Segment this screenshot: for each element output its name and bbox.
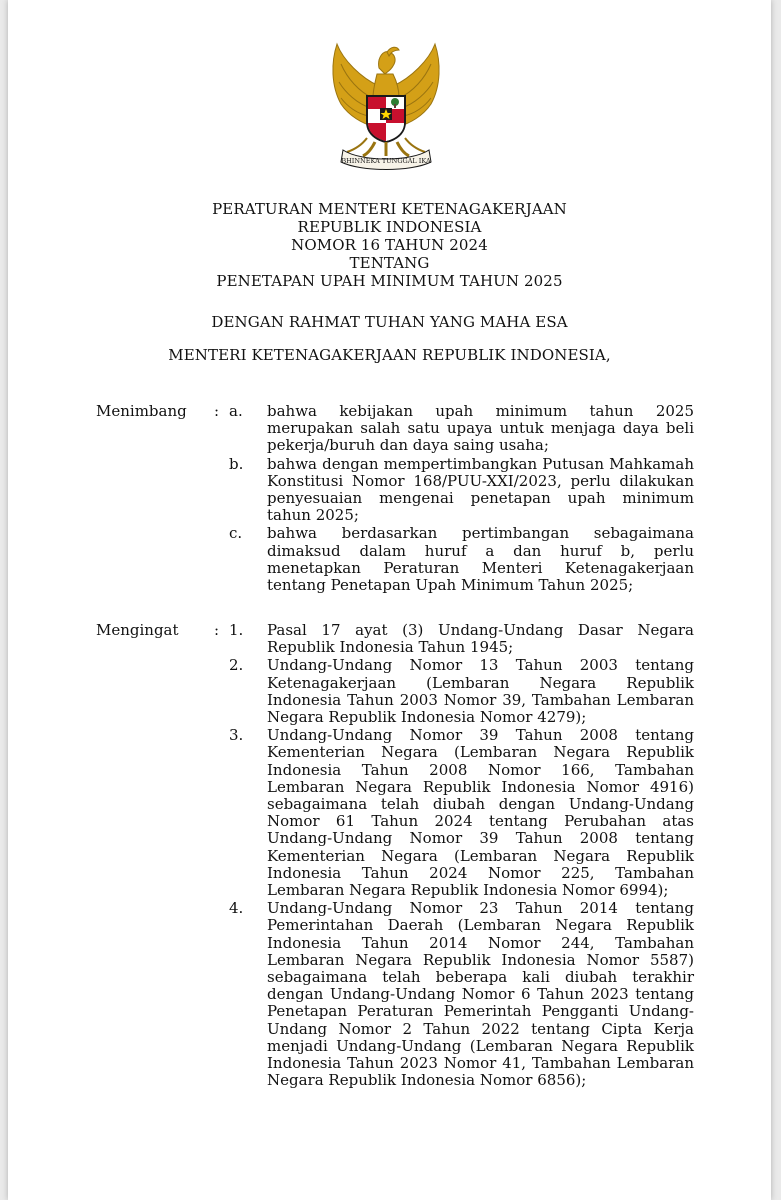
svg-text:BHINNEKA TUNGGAL IKA: BHINNEKA TUNGGAL IKA bbox=[341, 157, 431, 165]
list-item bbox=[229, 403, 694, 455]
title-line: PENETAPAN UPAH MINIMUM TAHUN 2025 bbox=[216, 272, 563, 290]
title-line: PERATURAN MENTERI KETENAGAKERJAAN bbox=[212, 200, 567, 218]
item-text: bahwa berdasarkan pertimbangan sebagaimana dimaksud dalam huruf a dan huruf b, perlu menetapkan Peraturan Menteri Ketenagakerjaan tentang Penetapan Upah Minimum Tahun 2025; bbox=[267, 524, 694, 595]
item-marker: 4. bbox=[229, 899, 244, 918]
item-text: Undang-Undang Nomor 23 Tahun 2014 tentang Pemerintahan Daerah (Lembaran Negara Republik Indonesia Tahun 2014 Nomor 244, Tambahan Lembaran Negara Republik Indonesia Nomor 5587) sebagaimana telah beberapa kali diubah terakhir dengan Undang-Undang Nomor 6 Tahun 2023 tentang Penetapan Peraturan Pemerintah Pengganti Undang-Undang Nomor 2 Tahun 2022 tentang Cipta Kerja menjadi Undang-Undang (Lembaran Negara Republik Indonesia Tahun 2023 Nomor 41, Tambahan Lembaran Negara Republik Indonesia Nomor 6856); bbox=[267, 899, 694, 1090]
section-colon: : bbox=[214, 402, 220, 420]
list-item bbox=[229, 622, 694, 656]
invocation-line: DENGAN RAHMAT TUHAN YANG MAHA ESA bbox=[211, 313, 568, 331]
menimbang-list bbox=[229, 403, 694, 595]
item-marker: a. bbox=[229, 402, 243, 420]
title-line: TENTANG bbox=[349, 254, 430, 272]
item-marker: c. bbox=[229, 524, 243, 543]
item-marker: b. bbox=[229, 454, 244, 473]
section-label: Mengingat bbox=[96, 621, 179, 639]
item-text: bahwa dengan mempertimbangkan Putusan Mahkamah Konstitusi Nomor 168/PUU-XXI/2023, perlu dilakukan penyesuaian mengenai penetapan upah minimum tahun 2025; bbox=[267, 454, 694, 525]
title-line: REPUBLIK INDONESIA bbox=[297, 218, 482, 236]
garuda-pancasila-emblem-icon bbox=[321, 38, 451, 173]
list-item bbox=[229, 900, 694, 1089]
item-marker: 3. bbox=[229, 726, 244, 745]
list-item bbox=[229, 727, 694, 899]
list-item bbox=[229, 456, 694, 525]
item-text: bahwa kebijakan upah minimum tahun 2025 merupakan salah satu upaya untuk menjaga daya beli pekerja/buruh dan daya saing usaha; bbox=[267, 402, 694, 455]
item-text: Pasal 17 ayat (3) Undang-Undang Dasar Negara Republik Indonesia Tahun 1945; bbox=[267, 621, 694, 657]
document-page bbox=[8, 0, 771, 1200]
regulation-title-block bbox=[8, 200, 771, 290]
title-line: NOMOR 16 TAHUN 2024 bbox=[291, 236, 488, 254]
list-item bbox=[229, 525, 694, 594]
item-text: Undang-Undang Nomor 13 Tahun 2003 tentang Ketenagakerjaan (Lembaran Negara Republik Indonesia Tahun 2003 Nomor 39, Tambahan Lembaran Negara Republik Indonesia Nomor 4279); bbox=[267, 656, 694, 727]
item-text: Undang-Undang Nomor 39 Tahun 2008 tentang Kementerian Negara (Lembaran Negara Republik Indonesia Tahun 2008 Nomor 166, Tambahan Lembaran Negara Republik Indonesia Nomor 4916) sebagaimana telah diubah dengan Undang-Undang Nomor 61 Tahun 2024 tentang Perubahan atas Undang-Undang Nomor 39 Tahun 2008 tentang Kementerian Negara (Lembaran Negara Republik Indonesia Tahun 2024 Nomor 225, Tambahan Lembaran Negara Republik Indonesia Nomor 6994); bbox=[267, 726, 694, 900]
section-label: Menimbang bbox=[96, 402, 187, 420]
mengingat-list bbox=[229, 622, 694, 1090]
section-colon: : bbox=[214, 621, 220, 639]
list-item bbox=[229, 657, 694, 726]
item-marker: 1. bbox=[229, 621, 244, 639]
item-marker: 2. bbox=[229, 656, 244, 675]
issuer-line: MENTERI KETENAGAKERJAAN REPUBLIK INDONESIA, bbox=[168, 346, 611, 364]
